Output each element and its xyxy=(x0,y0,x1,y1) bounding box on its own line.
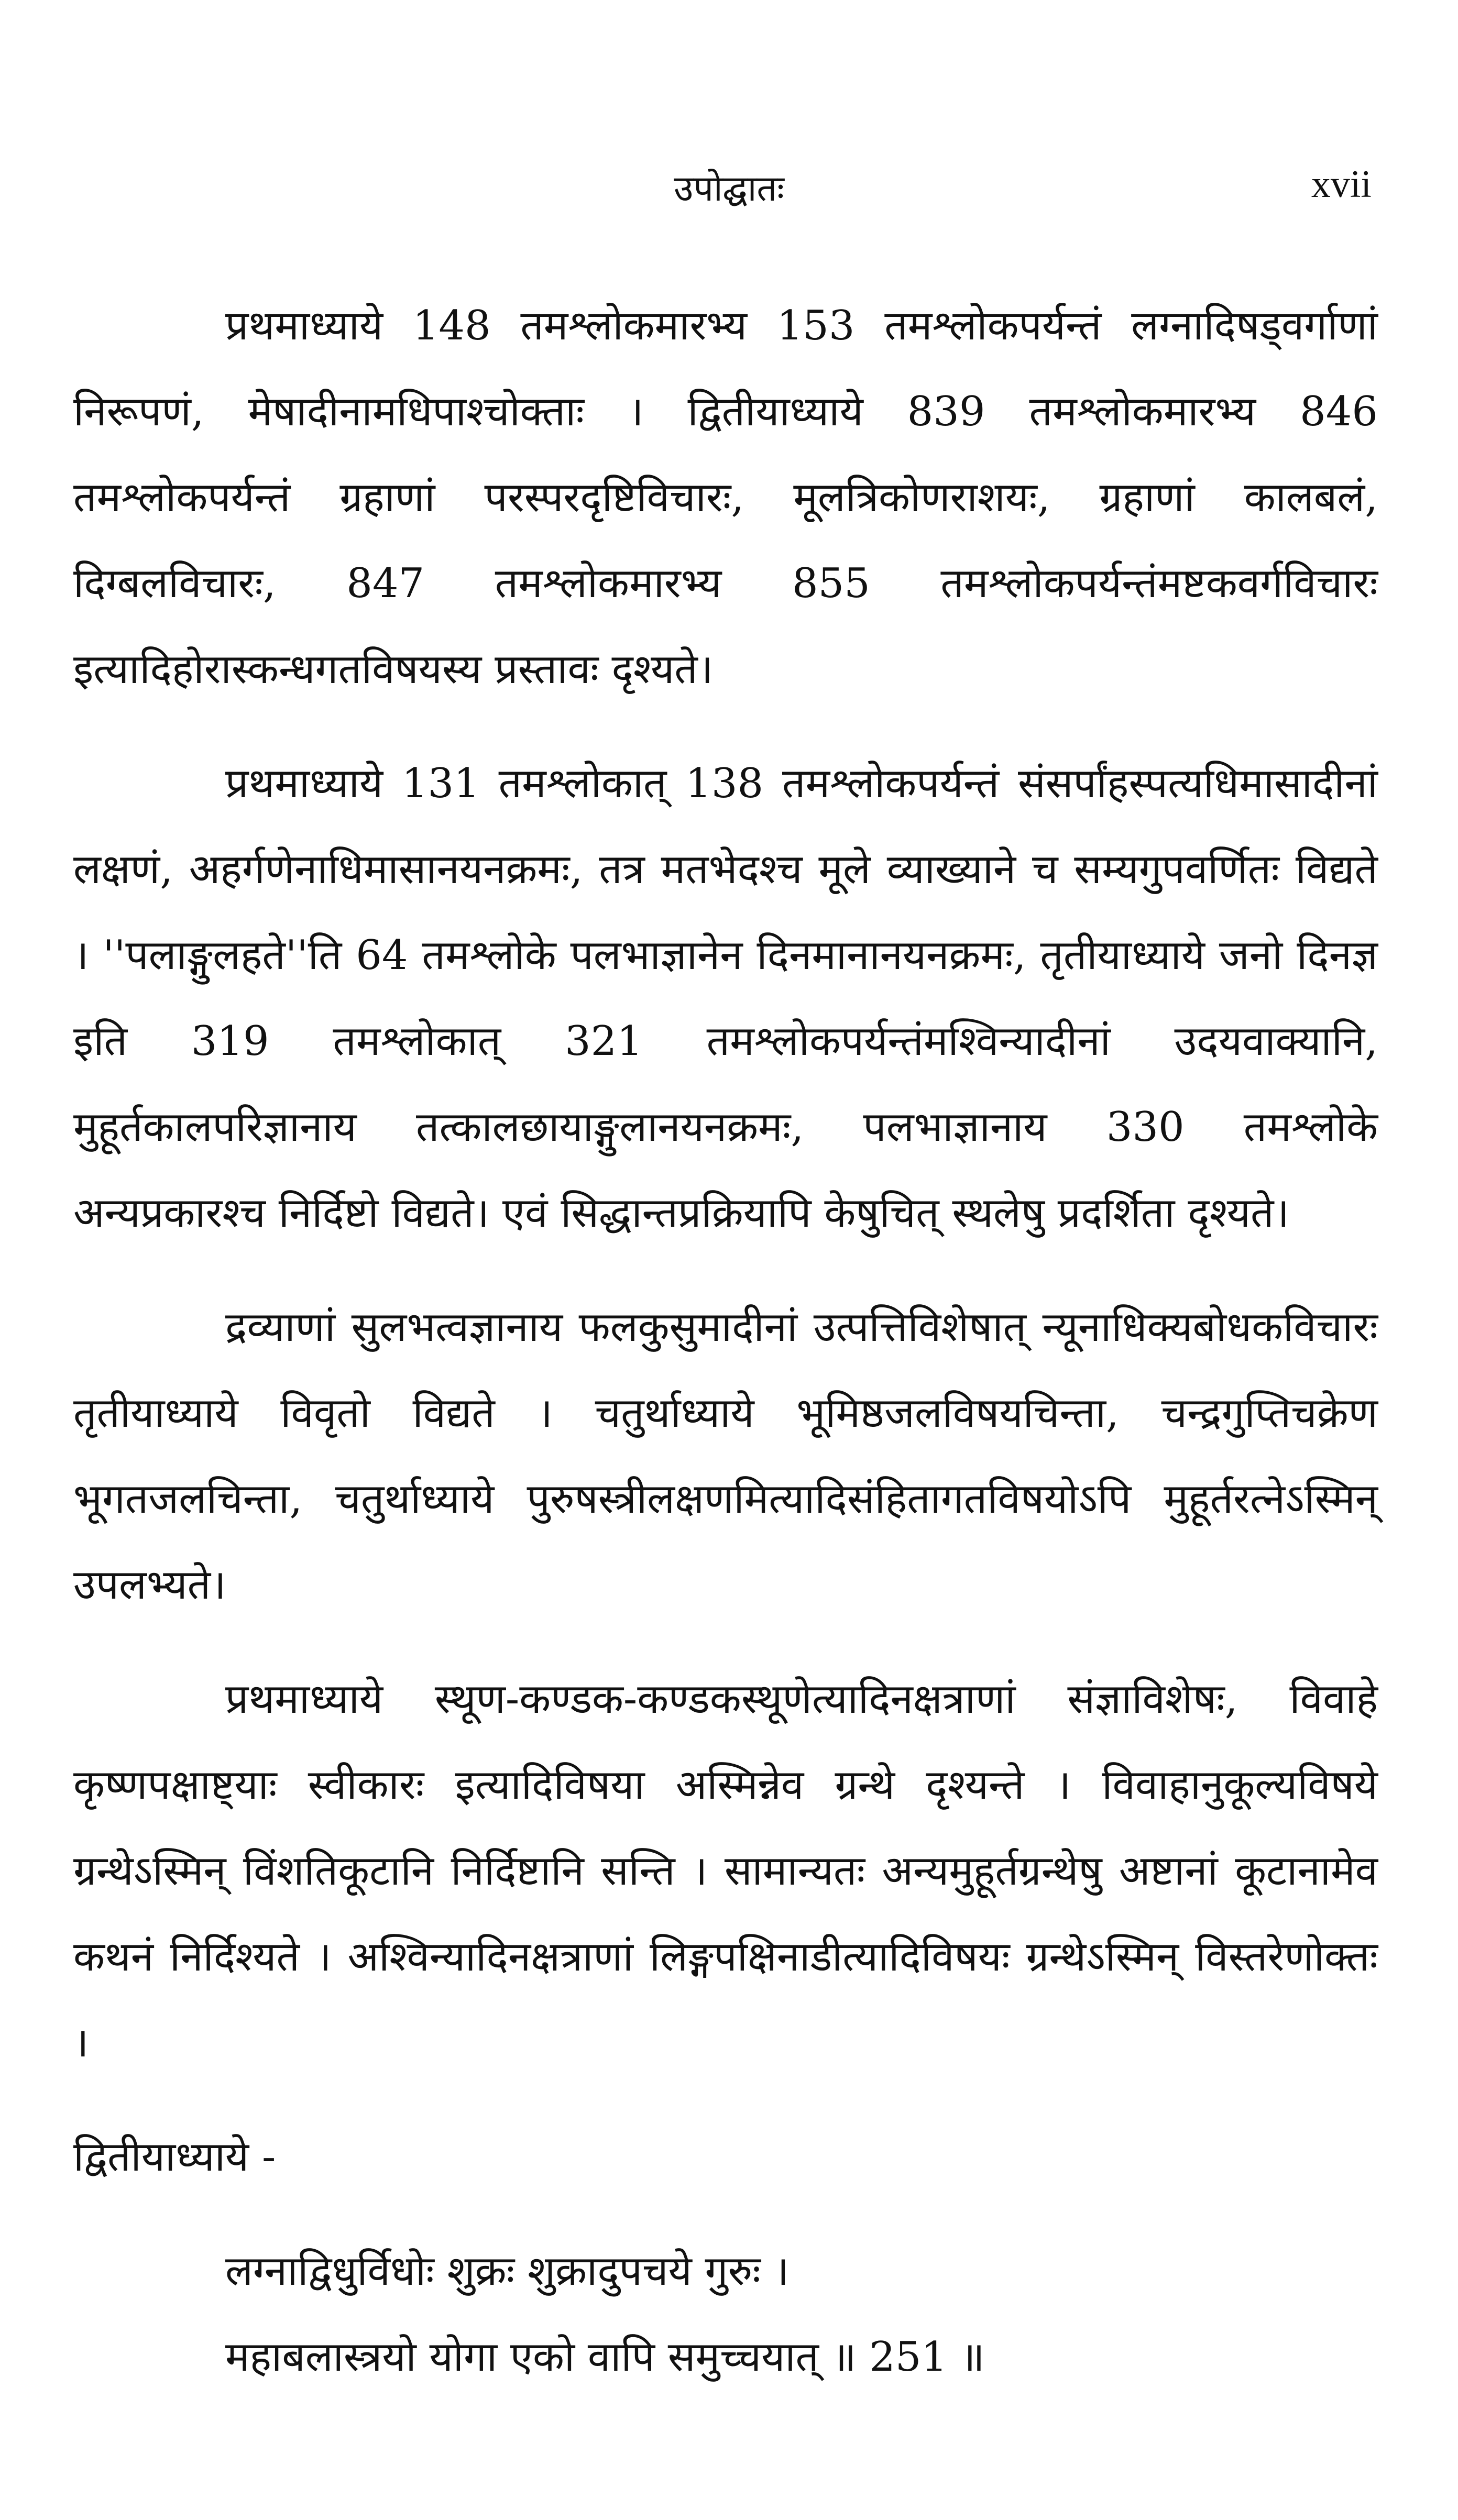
page-header xyxy=(0,157,1458,220)
paragraph-1: प्रथमाध्याये 148 तमश्लोकमारभ्य 153 तमश्लोकपर्यन्तं लग्नादिषड्वर्गाणां निरूपणं, मेषादीनामधिपाश्चोक्ताः । द्वितीयाध्याये 839 तमश्लोकमारभ्य 846 तमश्लोकपर्यन्तं ग्रहाणां परस्परदृष्टिविचारः, मूलत्रिकोणराशयः, ग्रहाणां कालबलं, दिग्बलविचारः, 847 तमश्लोकमारभ्य 855 तमश्लोकपर्यन्तंमष्टकवर्गविचारः इत्यादिहोरास्कन्धगतविषयस्य प्रस्तावः दृश्यते। xyxy=(73,302,1378,693)
verse-line-1: लग्नाद्विधुर्विधोः शुक्रः शुक्रादुपचये गुरुः । xyxy=(225,2248,790,2295)
paragraph-4: प्रथमाध्याये स्थूण-कण्डक-कण्डकस्थूणेत्यादिनक्षत्राणां संज्ञाविशेषः, विवाहे कृष्णपक्षाष्ट्याः स्वीकारः इत्यादिविषया अस्मिन्नेव ग्रन्थे दृश्यन्ते । विवाहानुकूल्यविषये ग्रन्थेऽस्मिन् विंशतिकूटानि निर्दिष्टानि सन्ति । सामान्यतः अन्यमुहूर्तग्रन्थेषु अष्टानां कूटानामेव कथनं निर्दिश्यते । अश्विन्यादिनक्षत्राणां लिङ्गपक्षिनाडीत्यादिविषयः ग्रन्थेऽस्मिन् विस्तरेणोक्तः । xyxy=(73,1676,1378,2066)
page-number: xvii xyxy=(1311,163,1372,206)
running-title: उपोद्घातः xyxy=(674,168,784,210)
paragraph-3: द्रव्याणां सुलभत्वज्ञानाय फलकुसुमादीनां उत्पत्तिविशेषात् न्यूनाधिक्यबोधकविचारः तृतीयाध्याये विवृतो विद्यते । चतुर्थाध्याये भूमिष्ठजलविषयचिन्ता, चन्द्रगुप्तिचक्रेण भूगतजलचिन्ता, चतुर्थाध्याये पुरुषस्त्रीलक्षणमित्यादिसंहितागतविषयोऽपि मुहूर्तरत्नेऽस्मिन् उपलभ्यते। xyxy=(73,1304,1378,1609)
section-label: द्वितीयाध्याये - xyxy=(73,2133,276,2181)
body-text xyxy=(73,283,1378,2400)
verse-block xyxy=(225,2228,1378,2400)
verse-line-2: महाबलास्त्रयो योगा एको वापि समुच्चयात् ॥ 251 ॥ xyxy=(225,2334,985,2381)
paragraph-2: प्रथमाध्याये 131 तमश्लोकात् 138 तमश्लोकपर्यन्तं संसर्पांहस्पत्यधिमासादीनां लक्षणं, अहर्गणेनाधिमासानयनक्रमः, तत्र मतभेदश्च मूले व्याख्याने च सम्यगुपवर्णितः विद्यते । ''पलाङ्गुलहते''ति 64 तमश्लोके पलभाज्ञानेन दिनमानानयनक्रमः, तृतीयाध्याये जनो दिनज्ञ इति 319 तमश्लोकात् 321 तमश्लोकपर्यन्तंमश्विन्यादीनां उदयवाक्यानि, मुहूर्तकालपरिज्ञानाय तत्कालछायाङ्गुलानयनक्रमः, पलभाज्ञानाय 330 तमश्लोके अन्यप्रकारश्च निर्दिष्टो विद्यते। एवं सिद्धान्तप्रक्रियापि केषुचित् स्थलेषु प्रदर्शिता दृश्यते। xyxy=(73,760,1378,1237)
